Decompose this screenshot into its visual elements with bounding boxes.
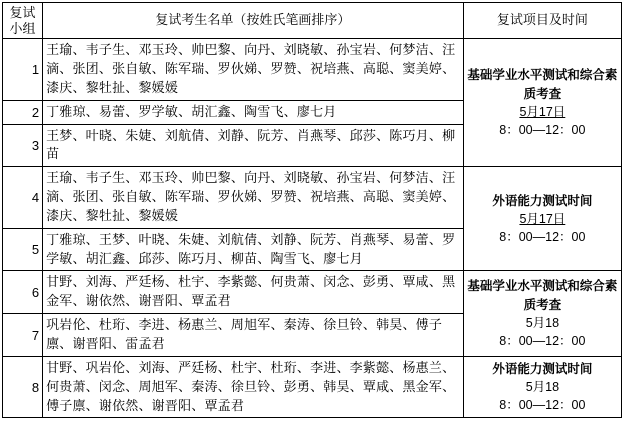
table-row <box>3 39 622 101</box>
group-number: 4 <box>3 167 43 229</box>
exam-item-date: 5月18 <box>525 315 560 330</box>
candidate-names: 巩岩伦、杜珩、李进、杨惠兰、周旭军、秦涛、徐旦铃、韩昊、傅子廪、谢晋阳、雷孟君 <box>43 314 464 357</box>
exam-item-title: 基础学业水平测试和综合素质考查 <box>467 279 618 312</box>
candidate-names: 王瑜、韦子生、邓玉玲、帅巴黎、向丹、刘晓敏、孙宝岩、何梦洁、汪滴、张团、张自敏、陈军瑞、罗伙娣、罗赞、祝培燕、高聪、窦美婷、漆庆、黎牡扯、黎媛媛 <box>43 167 464 229</box>
table-row <box>3 271 622 314</box>
group-number: 6 <box>3 271 43 314</box>
header-names: 复试考生名单（按姓氏笔画排序） <box>43 3 464 39</box>
exam-item-cell <box>463 39 621 167</box>
candidate-names: 丁雅琼、易蕾、罗学敏、胡汇鑫、陶雪飞、廖七月 <box>43 100 464 124</box>
exam-item-date: 5月18 <box>525 380 560 395</box>
header-group <box>3 3 43 39</box>
exam-item-time: 8：00—12：00 <box>499 333 586 348</box>
header-item: 复试项目及时间 <box>463 3 621 39</box>
candidate-names: 甘野、刘海、严廷杨、杜宇、李紫懿、何贵萧、闵念、彭勇、覃咸、黑金军、谢依然、谢晋阳、覃孟君 <box>43 271 464 314</box>
header-group-line2: 小组 <box>9 20 36 36</box>
exam-item-title: 基础学业水平测试和综合素质考查 <box>467 68 618 101</box>
header-group-line1: 复试 <box>9 5 36 20</box>
table-header-row <box>3 3 622 39</box>
candidate-schedule-table <box>2 2 622 418</box>
candidate-names: 王瑜、韦子生、邓玉玲、帅巴黎、向丹、刘晓敏、孙宝岩、何梦洁、汪滴、张团、张自敏、陈军瑞、罗伙娣、罗赞、祝培燕、高聪、窦美婷、漆庆、黎牡扯、黎媛媛 <box>43 39 464 101</box>
table-row <box>3 167 622 229</box>
group-number: 2 <box>3 100 43 124</box>
group-number: 1 <box>3 39 43 101</box>
exam-item-time: 8：00—12：00 <box>499 398 586 413</box>
candidate-names: 甘野、巩岩伦、刘海、严廷杨、杜宇、杜珩、李进、李紫懿、杨惠兰、何贵萧、闵念、周旭军、秦涛、徐旦铃、彭勇、韩昊、覃咸、黑金军、傅子廪、谢依然、谢晋阳、覃孟君 <box>43 356 464 418</box>
exam-item-title: 外语能力测试时间 <box>492 361 593 376</box>
candidate-names: 王梦、叶晓、朱婕、刘航倩、刘静、阮芳、肖燕琴、邱莎、陈巧月、柳苗 <box>43 124 464 167</box>
exam-item-time: 8：00—12：00 <box>499 122 586 137</box>
candidate-names: 丁雅琼、王梦、叶晓、朱婕、刘航倩、刘静、阮芳、肖燕琴、易蕾、罗学敏、胡汇鑫、邱莎、陈巧月、柳苗、陶雪飞、廖七月 <box>43 228 464 271</box>
group-number: 3 <box>3 124 43 167</box>
exam-item-cell <box>463 271 621 356</box>
exam-item-date: 5月17日 <box>519 211 566 226</box>
exam-item-title: 外语能力测试时间 <box>492 193 593 208</box>
table-row <box>3 356 622 418</box>
group-number: 7 <box>3 314 43 357</box>
exam-item-cell <box>463 167 621 271</box>
exam-item-cell <box>463 356 621 418</box>
exam-item-date: 5月17日 <box>519 104 566 119</box>
group-number: 5 <box>3 228 43 271</box>
group-number: 8 <box>3 356 43 418</box>
exam-item-time: 8：00—12：00 <box>499 229 586 244</box>
